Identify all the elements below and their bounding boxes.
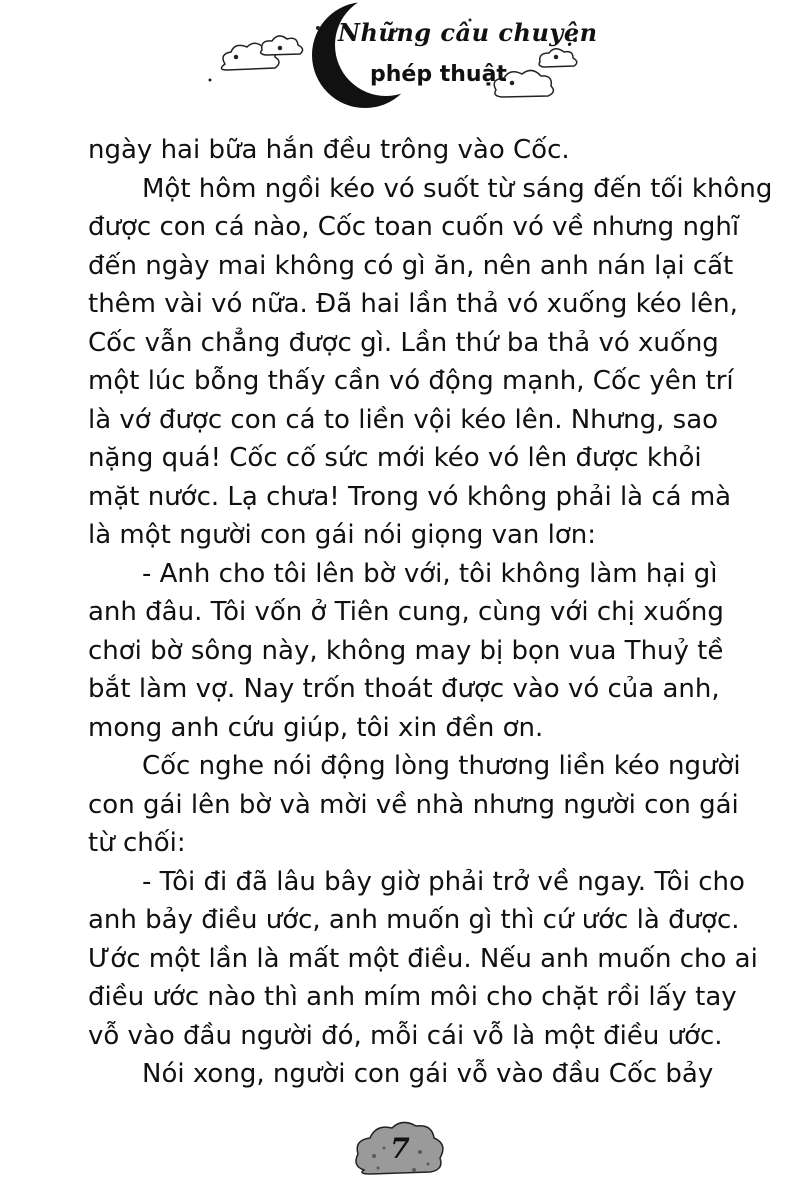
cloud-left-icon (221, 36, 302, 70)
text-line: anh đâu. Tôi vốn ở Tiên cung, cùng với chị xuống (88, 597, 724, 627)
series-title-line2: phép thuật (370, 62, 507, 87)
paragraph (88, 131, 756, 170)
text-line: từ chối: (88, 828, 186, 858)
text-line: là một người con gái nói giọng van lơn: (88, 520, 597, 550)
story-text (88, 131, 773, 1094)
text-line: là vớ được con cá to liền vội kéo lên. Nhưng, sao (88, 404, 719, 435)
series-title-line1: Những câu chuyện (338, 18, 598, 47)
page-number: 7 (390, 1132, 410, 1165)
paragraph (88, 863, 756, 1056)
text-line: Nói xong, người con gái vỗ vào đầu Cốc bảy (142, 1059, 714, 1089)
text-line: con gái lên bờ và mời về nhà nhưng người con gái (88, 789, 739, 820)
text-line: Cốc vẫn chẳng được gì. Lần thứ ba thả vó xuống (88, 327, 719, 358)
paragraph (88, 555, 756, 748)
text-line: Cốc nghe nói động lòng thương liền kéo người (142, 751, 741, 781)
crescent-moon-icon (312, 0, 437, 108)
text-line: bắt làm vợ. Nay trốn thoát được vào vó của anh, (88, 674, 720, 704)
text-line: anh bảy điều ước, anh muốn gì thì cứ ước là được. (88, 905, 740, 935)
text-line: vỗ vào đầu người đó, mỗi cái vỗ là một điều ước. (88, 1020, 723, 1051)
text-line: mong anh cứu giúp, tôi xin đền ơn. (88, 712, 544, 743)
text-line: mặt nước. Lạ chưa! Trong vó không phải là cá mà (88, 481, 732, 512)
text-line: - Tôi đi đã lâu bây giờ phải trở về ngay. Tôi cho (142, 866, 745, 897)
text-line: nặng quá! Cốc cố sức mới kéo vó lên được khỏi (88, 443, 702, 473)
paragraph (88, 1055, 756, 1094)
text-line: điều ước nào thì anh mím môi cho chặt rồi lấy tay (88, 982, 737, 1012)
page-header (0, 0, 800, 120)
text-line: thêm vài vó nữa. Đã hai lần thả vó xuống kéo lên, (88, 289, 738, 319)
text-line: Ước một lần là mất một điều. Nếu anh muốn cho ai (88, 943, 758, 974)
text-line: chơi bờ sông này, không may bị bọn vua Thuỷ tề (88, 635, 724, 666)
text-line: Một hôm ngồi kéo vó suốt từ sáng đến tối không (142, 173, 773, 204)
text-line: một lúc bỗng thấy cần vó động mạnh, Cốc yên trí (88, 366, 734, 396)
paragraph (88, 170, 773, 555)
text-line: đến ngày mai không có gì ăn, nên anh nán lại cất (88, 250, 734, 281)
text-line: được con cá nào, Cốc toan cuốn vó về nhưng nghĩ (88, 212, 740, 242)
paragraph (88, 747, 756, 863)
text-line: - Anh cho tôi lên bờ với, tôi không làm hại gì (142, 558, 718, 589)
page-footer (350, 1118, 450, 1184)
text-line: ngày hai bữa hắn đều trông vào Cốc. (88, 135, 570, 165)
